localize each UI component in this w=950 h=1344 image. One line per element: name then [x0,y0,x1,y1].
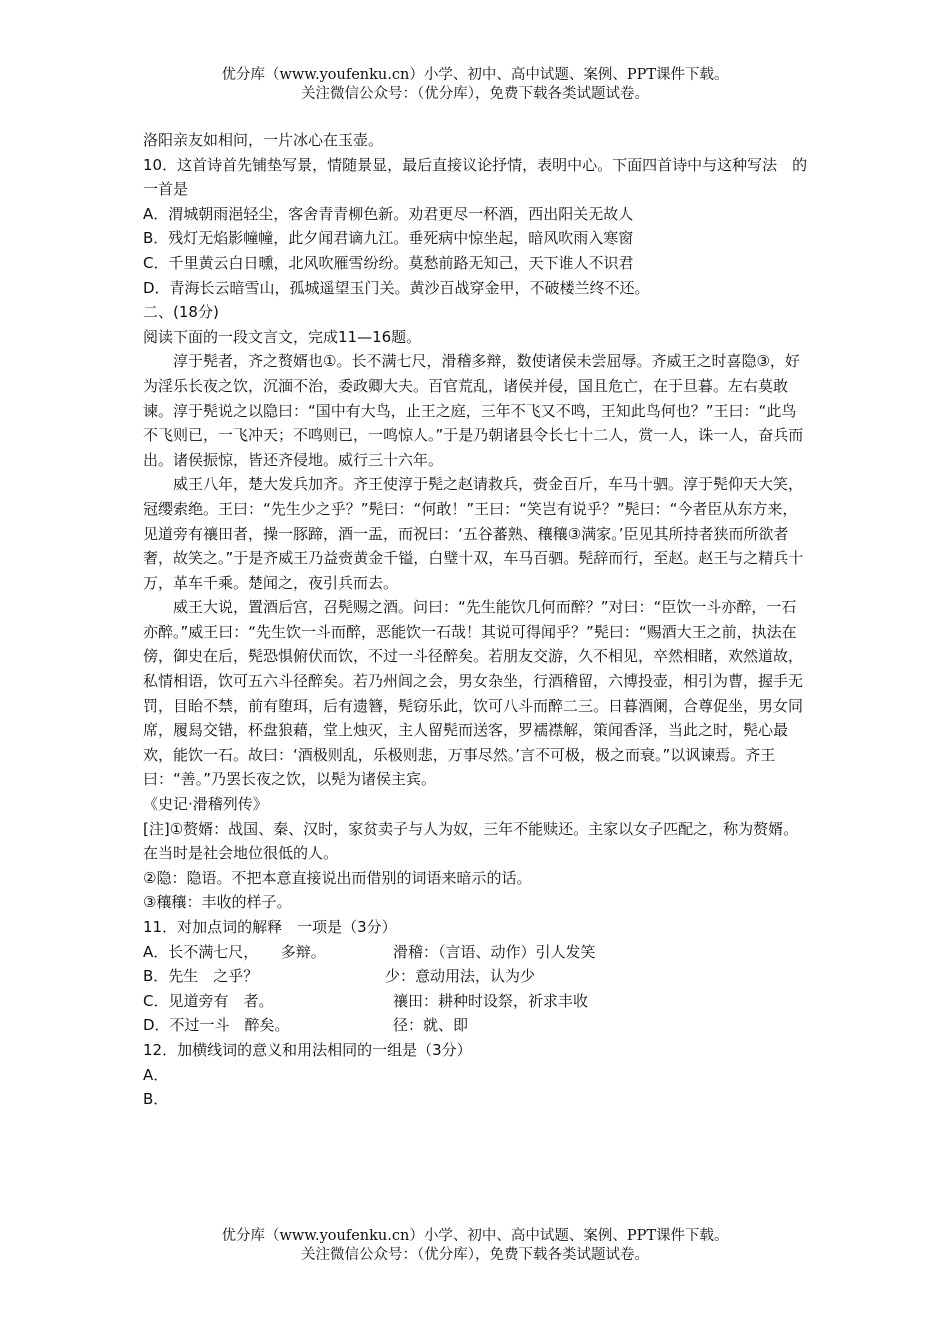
section-2-instruction: 阅读下面的一段文言文，完成11—16题。 [143,327,422,346]
option-b-text: B．先生 之乎？ [143,967,259,986]
header-line-1: 优分库（www.youfenku.cn）小学、初中、高中试题、案例、PPT课件下载。 [221,67,729,83]
note-1: [注]①赘婿：战国、秦、汉时，家贫卖子与人为奴，三年不能赎还。主家以女子匹配之，称为赘婿。在当时是社会地位很低的人。 [143,819,799,863]
question-12-stem: 12．加横线词的意义和用法相同的一组是（3分） [143,1040,472,1059]
question-11-stem: 11．对加点词的解释 一项是（3分） [143,918,397,936]
option-b-gloss: 少：意动用法，认为少 [385,967,536,986]
document-body [143,128,808,1112]
option-d-gloss: 径：就、即 [393,1016,469,1035]
footer-line-2: 关注微信公众号：（优分库），免费下载各类试题试卷。 [301,1247,649,1263]
footer-line-1: 优分库（www.youfenku.cn）小学、初中、高中试题、案例、PPT课件下载。 [221,1228,729,1244]
option-d-text: D．不过一斗 醉矣。 [143,1016,290,1035]
option-a-gloss: 滑稽：（言语、动作）引人发笑 [393,942,596,961]
question-12-option-b: B． [143,1090,169,1109]
question-11-option-c [143,989,808,1014]
question-10 [143,153,808,301]
question-12 [143,1038,808,1112]
passage-paragraph-2: 威王八年，楚大发兵加齐。齐王使淳于髡之赵请救兵，赍金百斤，车马十驷。淳于髡仰天大笑，冠缨索绝。王曰：“先生少之乎？”髡曰：“何敢！”王曰：“笑岂有说乎？”髡曰：“今者臣从东方来，见道旁有禳田者，操一豚蹄，酒一盂，而祝曰：‘五谷蕃熟、穰穰③满家。’臣见其所持者狭而所欲者奢，故笑之。”于是齐威王乃益赍黄金千镒，白璧十双，车马百驷。髡辞而行，至赵。赵王与之精兵十万，革车千乘。楚闻之，夜引兵而去。 [143,475,804,592]
question-10-stem: 10．这首诗首先铺垫写景，情随景显，最后直接议论抒情，表明中心。下面四首诗中与这种写法 的一首是 [143,155,808,199]
section-2 [143,300,808,915]
question-12-option-a: A． [143,1065,169,1084]
section-2-title: 二、(18分) [143,303,219,322]
passage-source: 《史记·滑稽列传》 [143,795,268,814]
header-line-2: 关注微信公众号：（优分库），免费下载各类试题试卷。 [301,86,649,102]
page-header [0,66,950,104]
note-3: ③穰穰：丰收的样子。 [143,893,292,912]
poem-tail: 洛阳亲友如相问，一片冰心在玉壶。 [143,131,384,149]
page-footer [0,1227,950,1265]
question-10-option-d: D．青海长云暗雪山，孤城遥望玉门关。黄沙百战穿金甲，不破楼兰终不还。 [143,278,650,297]
question-10-option-a: A．渭城朝雨浥轻尘，客舍青青柳色新。劝君更尽一杯酒，西出阳关无故人 [143,204,634,223]
option-a-text: A．长不满七尺， 多辩。 [143,942,326,961]
option-c-gloss: 禳田：耕种时设祭，祈求丰收 [393,991,589,1010]
passage-paragraph-3: 威王大说，置酒后宫，召髡赐之酒。问曰：“先生能饮几何而醉？”对曰：“臣饮一斗亦醉，一石亦醉。”威王曰：“先生饮一斗而醉，恶能饮一石哉！其说可得闻乎？”髡曰：“赐酒大王之前，执法在傍，御史在后，髡恐惧俯伏而饮，不过一斗径醉矣。若朋友交游，久不相见，卒然相睹，欢然道故，私情相语，饮可五六斗径醉矣。若乃州闾之会，男女杂坐，行酒稽留，六博投壶，相引为曹，握手无罚，目眙不禁，前有堕珥，后有遗簪，髡窃乐此，饮可八斗而醉二三。日暮酒阑，合尊促坐，男女同席，履舄交错，杯盘狼藉，堂上烛灭，主人留髡而送客，罗襦襟解，策闻香泽，当此之时，髡心最欢，能饮一石。故曰：‘酒极则乱，乐极则悲，万事尽然。’言不可极，极之而衰。”以讽谏焉。齐王曰：“善。”乃罢长夜之饮，以髡为诸侯主宾。 [143,598,804,789]
question-11-option-b [143,964,808,989]
question-10-option-c: C．千里黄云白日曛，北风吹雁雪纷纷。莫愁前路无知己，天下谁人不识君 [143,253,634,272]
question-11-option-d [143,1013,808,1038]
question-11-option-a [143,940,808,965]
question-11 [143,915,808,1038]
question-10-option-b: B．残灯无焰影幢幢，此夕闻君谪九江。垂死病中惊坐起，暗风吹雨入寒窗 [143,229,634,248]
passage-paragraph-1: 淳于髡者，齐之赘婿也①。长不满七尺，滑稽多辩，数使诸侯未尝屈辱。齐威王之时喜隐③，好为淫乐长夜之饮，沉湎不治，委政卿大夫。百官荒乱，诸侯并侵，国且危亡，在于旦暮。左右莫敢谏。淳于髡说之以隐曰：“国中有大鸟，止王之庭，三年不飞又不鸣，王知此鸟何也？”王曰：“此鸟不飞则已，一飞冲天；不鸣则已，一鸣惊人。”于是乃朝诸县令长七十二人，赏一人，诛一人，奋兵而出。诸侯振惊，皆还齐侵地。威行三十六年。 [143,352,804,469]
option-c-text: C．见道旁有 者。 [143,991,274,1010]
note-2: ②隐：隐语。不把本意直接说出而借别的词语来暗示的话。 [143,868,532,887]
